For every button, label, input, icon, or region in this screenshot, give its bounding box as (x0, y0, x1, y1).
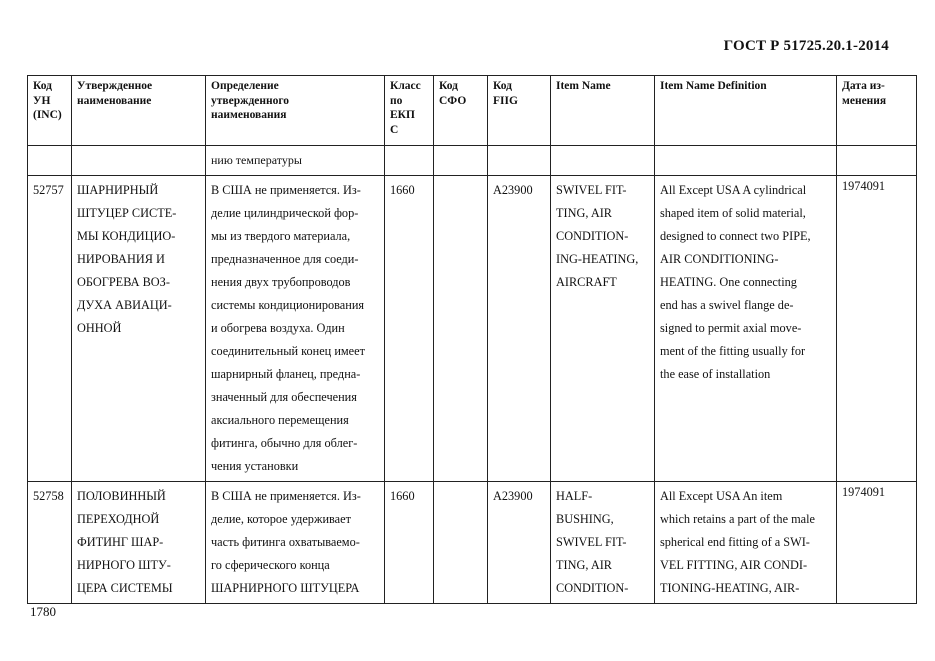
ekps-class: 1660 (385, 482, 434, 604)
text-line: All Except USA A cylindrical (660, 183, 807, 197)
header-line: Класс (390, 80, 421, 92)
header-line: Код (493, 80, 513, 92)
change-date: 1974091 (837, 176, 917, 482)
page-number: 1780 (30, 604, 56, 619)
text-line: соединительный конец имеет (211, 344, 365, 358)
text-line: ment of the fitting usually for (660, 344, 806, 358)
text-line: часть фитинга охватываемо- (211, 535, 360, 549)
change-date: 1974091 (837, 482, 917, 604)
item-name-definition (655, 176, 837, 482)
header-item-name-definition (655, 76, 837, 146)
header-approved-name (72, 76, 206, 146)
sfo-code (434, 176, 488, 482)
header-ekps-class (385, 76, 434, 146)
header-line: Код (439, 80, 459, 92)
text-line: предназначенное для соеди- (211, 252, 359, 266)
header-line: Определение (211, 80, 279, 92)
header-line: Утвержденное (77, 80, 153, 92)
definition-continuation: нию температуры (206, 146, 385, 176)
text-line: ДУХА АВИАЦИ- (77, 298, 172, 312)
text-line: ING-HEATING, (556, 252, 639, 266)
table-row (28, 482, 917, 604)
text-line: end has a swivel flange de- (660, 298, 794, 312)
cell (28, 146, 72, 176)
header-row (28, 76, 917, 146)
text-line: CONDITION- (556, 581, 629, 595)
item-name (551, 176, 655, 482)
header-line: (INC) (33, 109, 62, 121)
approved-name (72, 176, 206, 482)
inc-code: 52758 (28, 482, 72, 604)
text-line: shaped item of solid material, (660, 206, 806, 220)
text-line: spherical end fitting of a SWI- (660, 535, 810, 549)
text-line: designed to connect two PIPE, (660, 229, 811, 243)
cell (837, 146, 917, 176)
text-line: делие цилиндрической фор- (211, 206, 359, 220)
header-name-definition (206, 76, 385, 146)
continuation-row (28, 146, 917, 176)
header-line: утвержденного (211, 94, 290, 107)
text-line: ПЕРЕХОДНОЙ (77, 512, 160, 526)
text-line: МЫ КОНДИЦИО- (77, 229, 176, 243)
item-name (551, 482, 655, 604)
text-line: ОБОГРЕВА ВОЗ- (77, 275, 170, 289)
text-line: НИРОВАНИЯ И (77, 252, 165, 266)
text-line: VEL FITTING, AIR CONDI- (660, 558, 808, 572)
header-line: ЕКП (390, 109, 415, 121)
text-line: ШАРНИРНЫЙ (77, 183, 159, 197)
header-inc (28, 76, 72, 146)
text-line: значенный для обеспечения (211, 390, 357, 404)
inc-code: 52757 (28, 176, 72, 482)
cell (385, 146, 434, 176)
approved-name (72, 482, 206, 604)
header-line: Дата из- (842, 80, 885, 92)
fiig-code: A23900 (488, 176, 551, 482)
fiig-code: A23900 (488, 482, 551, 604)
text-line: мы из твердого материала, (211, 229, 351, 243)
text-line: НИРНОГО ШТУ- (77, 558, 171, 572)
text-line: ШАРНИРНОГО ШТУЦЕРА (211, 581, 360, 595)
cell (655, 146, 837, 176)
header-sfo-code (434, 76, 488, 146)
text-line: TIONING-HEATING, AIR- (660, 581, 800, 595)
text-line: шарнирный фланец, предна- (211, 367, 361, 381)
cell (72, 146, 206, 176)
text-line: TING, AIR (556, 206, 613, 220)
text-line: чения установки (211, 459, 299, 473)
header-line: УН (33, 94, 51, 107)
ekps-class: 1660 (385, 176, 434, 482)
text-line: В США не применяется. Из- (211, 489, 361, 503)
header-line: Item Name Definition (660, 80, 767, 92)
header-line: по (390, 94, 403, 107)
text-line: AIRCRAFT (556, 275, 617, 289)
text-line: AIR CONDITIONING- (660, 252, 779, 266)
table-row (28, 176, 917, 482)
text-line: системы кондиционирования (211, 298, 365, 312)
text-line: го сферического конца (211, 558, 330, 572)
header-change-date (837, 76, 917, 146)
text-line: SWIVEL FIT- (556, 535, 627, 549)
header-line: С (390, 123, 399, 136)
header-line: СФО (439, 94, 467, 107)
text-line: TING, AIR (556, 558, 613, 572)
header-line: FIIG (493, 94, 518, 107)
cell (488, 146, 551, 176)
header-item-name (551, 76, 655, 146)
header-fiig-code (488, 76, 551, 146)
header-line: наименования (211, 109, 287, 121)
text-line: фитинга, обычно для облег- (211, 436, 358, 450)
text-line: ПОЛОВИННЫЙ (77, 489, 166, 503)
text-line: ОННОЙ (77, 321, 122, 335)
text-line: ШТУЦЕР СИСТЕ- (77, 206, 177, 220)
text-line: signed to permit axial move- (660, 321, 802, 335)
classification-table (27, 75, 917, 604)
cell (434, 146, 488, 176)
text-line: All Except USA An item (660, 489, 783, 503)
text-line: BUSHING, (556, 512, 614, 526)
sfo-code (434, 482, 488, 604)
header-line: наименование (77, 94, 152, 107)
standard-designation: ГОСТ Р 51725.20.1-2014 (723, 38, 889, 54)
item-name-definition (655, 482, 837, 604)
text-line: В США не применяется. Из- (211, 183, 361, 197)
text-line: аксиального перемещения (211, 413, 349, 427)
text-line: ЦЕРА СИСТЕМЫ (77, 581, 173, 595)
text-line: HALF- (556, 489, 593, 503)
text-line: и обогрева воздуха. Один (211, 321, 345, 335)
text-line: the ease of installation (660, 367, 771, 381)
text-line: which retains a part of the male (660, 512, 816, 526)
cell (551, 146, 655, 176)
text-line: нения двух трубопроводов (211, 275, 351, 289)
header-line: Код (33, 80, 53, 92)
text-line: ФИТИНГ ШАР- (77, 535, 164, 549)
name-definition (206, 176, 385, 482)
text-line: SWIVEL FIT- (556, 183, 627, 197)
name-definition (206, 482, 385, 604)
text-line: CONDITION- (556, 229, 629, 243)
text-line: делие, которое удерживает (211, 512, 351, 526)
header-line: менения (842, 94, 887, 107)
text-line: HEATING. One connecting (660, 275, 797, 289)
header-line: Item Name (556, 80, 611, 92)
